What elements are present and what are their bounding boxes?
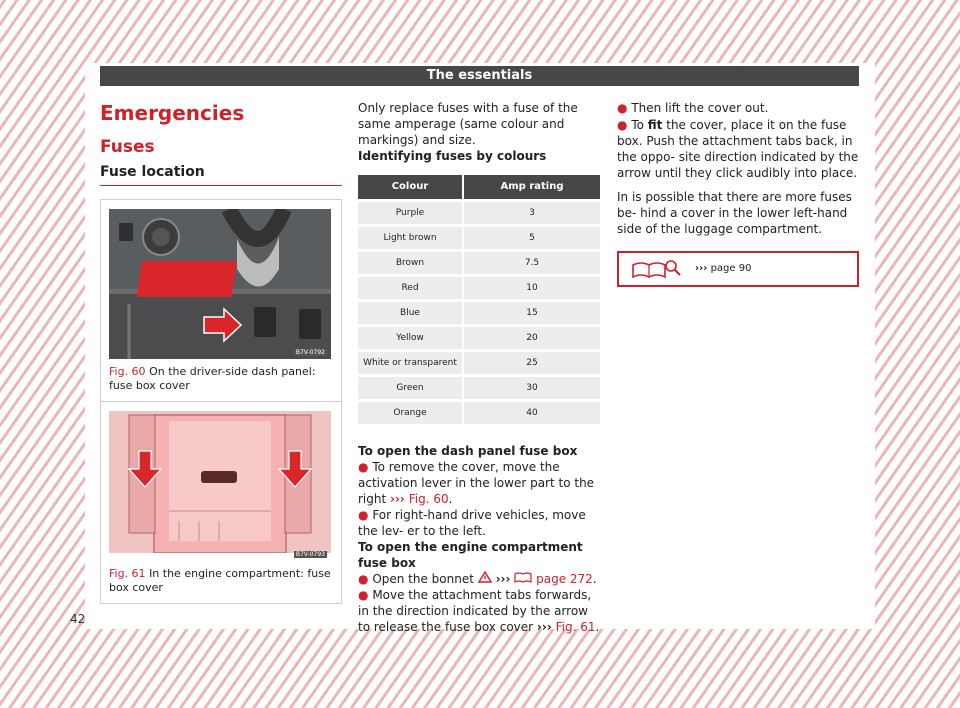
amp-cell: 25 <box>462 352 600 374</box>
section-subtitle: Fuses <box>100 137 155 157</box>
table-row <box>358 277 600 299</box>
bullet-icon: ● <box>358 572 369 586</box>
identify-heading: Identifying fuses by colours <box>358 149 547 163</box>
colour-cell: White or transparent <box>358 352 462 374</box>
figure-label: Fig. 61 <box>109 567 146 580</box>
table-header-row <box>358 175 600 199</box>
left-column <box>100 100 342 186</box>
bullet-text: Then lift the cover out. <box>631 101 769 115</box>
amp-cell: 30 <box>462 377 600 399</box>
engine-fusebox-illustration <box>109 411 331 553</box>
page-272-link[interactable]: page 272 <box>536 572 593 586</box>
book-icon <box>514 571 532 583</box>
amp-cell: 10 <box>462 277 600 299</box>
bullet-text: the cover, place it on the fuse box. Push the attachment tabs back, in the oppo- site direction indicated by the arrow until they click audibly into place. <box>617 118 859 180</box>
colour-cell: Red <box>358 277 462 299</box>
bullet-bold-text: fit <box>647 118 663 132</box>
bullet-icon: ● <box>358 460 369 474</box>
colour-cell: Yellow <box>358 327 462 349</box>
xref-arrow-icon: ››› <box>536 620 552 634</box>
colour-cell: Purple <box>358 202 462 224</box>
xref-arrow-icon: ››› <box>390 492 405 506</box>
colour-cell: Green <box>358 377 462 399</box>
figure-label: Fig. 60 <box>109 365 146 378</box>
middle-column <box>358 100 600 635</box>
colour-cell: Light brown <box>358 227 462 249</box>
bullet-icon: ● <box>358 508 369 522</box>
amp-cell: 3 <box>462 202 600 224</box>
column-header: Amp rating <box>462 175 600 199</box>
warning-triangle-icon <box>478 571 492 583</box>
engine-heading: To open the engine compartment fuse box <box>358 540 583 570</box>
table-row <box>358 327 600 349</box>
colour-cell: Brown <box>358 252 462 274</box>
caption-text: On the driver-side dash panel: fuse box cover <box>109 365 316 392</box>
chapter-header: The essentials <box>100 66 859 86</box>
intro-paragraph: Only replace fuses with a fuse of the same amperage (same colour and markings) and size. <box>358 101 578 147</box>
bullet-text: Open the bonnet <box>372 572 474 586</box>
bullet-text: To remove the cover, move the activation lever in the lower part to the right <box>358 460 595 506</box>
bullet-text: Move the attachment tabs forwards, in the direction indicated by the arrow to release the fuse box cover <box>358 588 592 634</box>
col3-bullet-1 <box>617 100 859 116</box>
colour-cell: Blue <box>358 302 462 324</box>
luggage-paragraph: In is possible that there are more fuses be- hind a cover in the lower left-hand side of the luggage compartment. <box>617 190 852 236</box>
dash-heading: To open the dash panel fuse box <box>358 444 578 458</box>
fig-60-link[interactable]: Fig. 60 <box>408 492 449 506</box>
section-subsubtitle: Fuse location <box>100 163 342 186</box>
bullet-text: To <box>631 118 644 132</box>
col3-bullet-2 <box>617 117 859 181</box>
caption-text: In the engine compartment: fuse box cover <box>109 567 331 594</box>
engine-bullet-1: ● Open the bonnet ››› page 272. <box>358 572 597 586</box>
amp-cell: 5 <box>462 227 600 249</box>
table-row <box>358 352 600 374</box>
dash-panel-illustration <box>109 209 331 359</box>
table-row <box>358 252 600 274</box>
bullet-icon: ● <box>358 588 369 602</box>
amp-cell: 40 <box>462 402 600 424</box>
figure-code: B7V-0792 <box>295 349 325 356</box>
amp-cell: 20 <box>462 327 600 349</box>
figure-60 <box>100 199 342 402</box>
figure-61-caption <box>101 561 341 603</box>
table-row <box>358 302 600 324</box>
figure-code: B7V-0793 <box>295 551 325 558</box>
figure-60-caption <box>101 359 341 401</box>
xref-arrow-icon: ››› <box>695 263 708 274</box>
engine-bullet-2: ● Move the attachment tabs forwards, in the direction indicated by the arrow to release the fuse box cover ››› Fig. 61. <box>358 588 600 634</box>
book-magnifier-icon <box>629 257 689 281</box>
table-row <box>358 202 600 224</box>
column-header: Colour <box>358 175 462 199</box>
amp-cell: 7.5 <box>462 252 600 274</box>
amp-cell: 15 <box>462 302 600 324</box>
xref-arrow-icon: ››› <box>495 572 511 586</box>
page-number: 42 <box>70 612 86 626</box>
reference-box <box>617 251 859 287</box>
table-row <box>358 377 600 399</box>
figure-61-image <box>109 411 331 561</box>
figure-61 <box>100 401 342 604</box>
right-column <box>617 100 859 287</box>
bullet-text: For right-hand drive vehicles, move the lev- er to the left. <box>358 508 586 538</box>
figure-60-image <box>109 209 331 359</box>
section-title: Emergencies <box>100 101 245 125</box>
page-90-link[interactable]: page 90 <box>710 263 752 274</box>
bullet-icon: ● <box>617 118 628 132</box>
table-row <box>358 402 600 424</box>
fig-61-link[interactable]: Fig. 61 <box>555 620 596 634</box>
dash-bullet-2 <box>358 507 600 539</box>
fuse-colour-table <box>358 172 600 427</box>
reference-text <box>695 261 751 277</box>
bullet-icon: ● <box>617 101 628 115</box>
colour-cell: Orange <box>358 402 462 424</box>
dash-bullet-1: ● To remove the cover, move the activation lever in the lower part to the right ››› Fig. 60. <box>358 460 595 506</box>
table-row <box>358 227 600 249</box>
